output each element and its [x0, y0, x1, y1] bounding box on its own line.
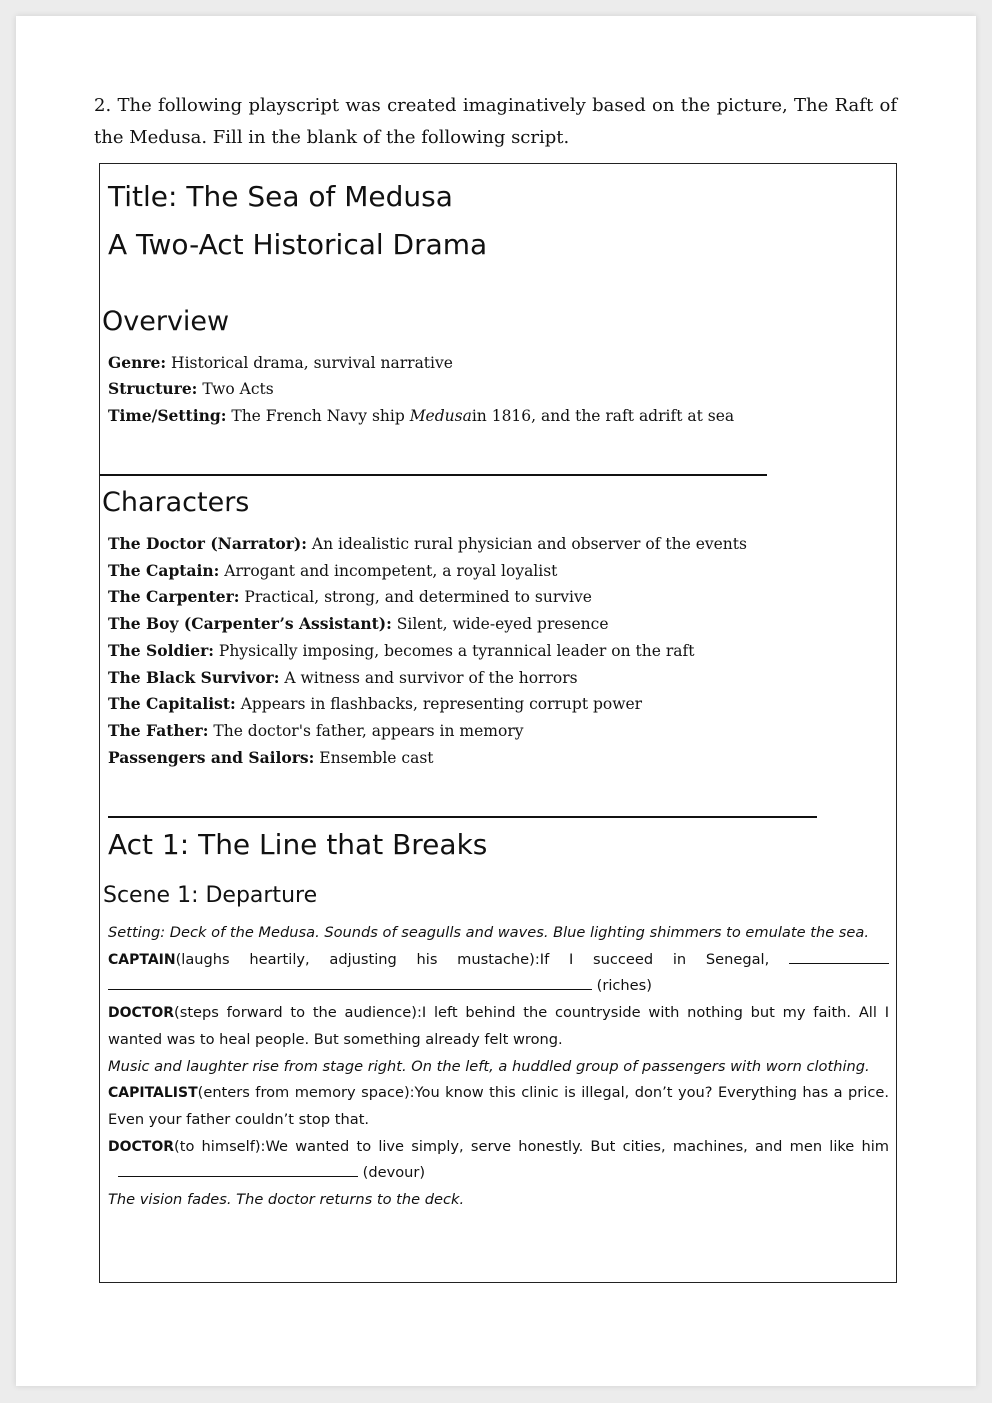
character-description: Arrogant and incompetent, a royal loyalist	[219, 561, 558, 580]
character-name: The Captain:	[108, 560, 220, 580]
character-description: A witness and survivor of the horrors	[279, 668, 578, 687]
character-entry	[108, 584, 592, 611]
doctor-dialogue-2: (to himself):We wanted to live simply, serve honestly. But cities, machines, and men like him	[174, 1137, 889, 1155]
script-subtitle: A Two-Act Historical Drama	[108, 228, 488, 261]
section-divider	[100, 474, 767, 476]
doctor-dialogue-1: (steps forward to the audience):I left behind the countryside with nothing but my faith. All I wanted was to heal people. But something already felt wrong.	[108, 1004, 889, 1048]
section-divider	[108, 816, 817, 818]
character-entry	[108, 531, 747, 558]
answer-blank-riches-cont[interactable]	[108, 973, 592, 990]
character-entry	[108, 611, 609, 638]
overview-setting-value: The French Navy ship	[226, 407, 410, 425]
capitalist-dialogue: (enters from memory space):You know this clinic is illegal, don’t you? Everything has a price. Even your father couldn’t stop that.	[108, 1084, 889, 1128]
speaker-capitalist: CAPITALIST	[108, 1085, 198, 1102]
character-name: The Soldier:	[108, 640, 214, 660]
overview-structure	[108, 376, 274, 403]
answer-blank-riches[interactable]	[789, 947, 889, 964]
hint-devour: (devour)	[362, 1164, 426, 1182]
overview-genre	[108, 350, 453, 377]
character-description: Practical, strong, and determined to survive	[239, 588, 592, 607]
character-name: The Boy (Carpenter’s Assistant):	[108, 614, 392, 634]
character-entry	[108, 558, 557, 585]
overview-setting-value-end: in 1816, and the raft adrift at sea	[471, 407, 735, 425]
overview-genre-label: Genre:	[108, 353, 167, 372]
overview-structure-value: Two Acts	[197, 380, 274, 398]
stage-direction-fade: The vision fades. The doctor returns to the deck.	[108, 1191, 465, 1209]
script-box	[99, 163, 897, 1283]
capitalist-line	[108, 1080, 889, 1133]
question-prompt: 2. The following playscript was created imaginatively based on the picture, The Raft of the Medusa. Fill in the blank of the following script.	[94, 95, 897, 148]
character-name: The Doctor (Narrator):	[108, 534, 307, 553]
character-description: An idealistic rural physician and observer of the events	[306, 535, 747, 553]
character-entry	[108, 691, 642, 718]
character-entry	[108, 638, 694, 665]
captain-line	[108, 947, 889, 1000]
character-entry	[108, 745, 434, 772]
character-description: Silent, wide-eyed presence	[391, 615, 609, 634]
document-page	[16, 16, 976, 1386]
overview-genre-value: Historical drama, survival narrative	[166, 354, 453, 372]
captain-dialogue: (laughs heartily, adjusting his mustache):If I succeed in Senegal,	[175, 950, 770, 968]
character-name: The Father:	[108, 720, 209, 740]
overview-structure-label: Structure:	[108, 379, 198, 398]
character-entry	[108, 665, 578, 692]
speaker-doctor: DOCTOR	[108, 1005, 175, 1022]
character-name: Passengers and Sailors:	[108, 747, 315, 767]
character-name: The Carpenter:	[108, 587, 240, 607]
scene-script	[108, 920, 889, 1214]
script-title: Title: The Sea of Medusa	[108, 180, 453, 213]
act-title: Act 1: The Line that Breaks	[108, 828, 488, 861]
stage-direction-setting: Setting: Deck of the Medusa. Sounds of seagulls and waves. Blue lighting shimmers to emulate the sea.	[108, 924, 869, 941]
overview-setting	[108, 403, 734, 430]
character-entry	[108, 718, 524, 745]
doctor-line-2	[108, 1134, 889, 1187]
character-description: Ensemble cast	[314, 748, 434, 767]
characters-heading: Characters	[102, 487, 250, 518]
stage-direction-music: Music and laughter rise from stage right. On the left, a huddled group of passengers with worn clothing.	[108, 1057, 870, 1075]
answer-blank-devour[interactable]	[118, 1160, 358, 1177]
overview-setting-label: Time/Setting:	[108, 406, 227, 425]
ship-name: Medusa	[409, 407, 472, 425]
speaker-doctor: DOCTOR	[108, 1138, 175, 1155]
character-name: The Black Survivor:	[108, 667, 280, 687]
hint-riches: (riches)	[596, 977, 652, 995]
character-description: Appears in flashbacks, representing corrupt power	[235, 695, 643, 714]
scene-title: Scene 1: Departure	[103, 883, 318, 908]
character-description: Physically imposing, becomes a tyrannical leader on the raft	[213, 641, 695, 660]
overview-heading: Overview	[102, 306, 230, 337]
doctor-line-1	[108, 1000, 889, 1053]
speaker-captain: CAPTAIN	[108, 951, 176, 968]
character-name: The Capitalist:	[108, 694, 236, 714]
character-description: The doctor's father, appears in memory	[208, 721, 524, 740]
